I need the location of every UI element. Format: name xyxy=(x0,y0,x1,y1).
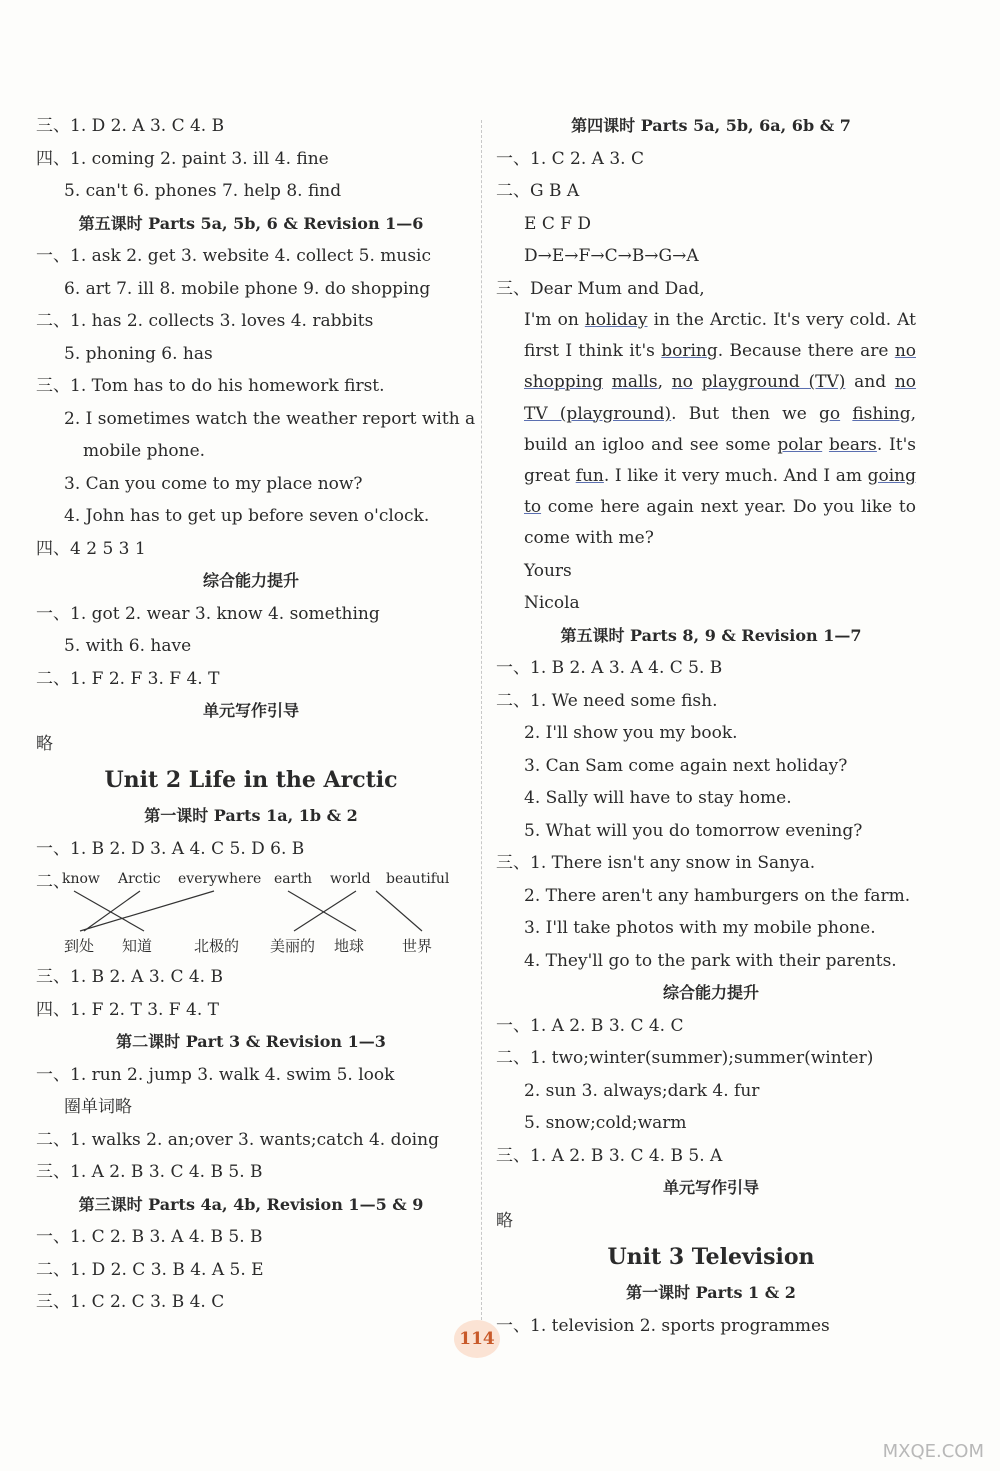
letter-text: , build an igloo and see some xyxy=(524,403,917,455)
answer-line: Yours xyxy=(524,560,572,581)
section-heading: 第五课时 Parts 8, 9 & Revision 1—7 xyxy=(560,625,862,645)
filled-blank: no xyxy=(671,372,693,393)
letter-text: . But then we xyxy=(671,403,819,424)
filled-blank: go xyxy=(819,403,841,424)
letter-text: . I like it very much. And I am xyxy=(603,466,868,487)
answer-line: 二、1. has 2. collects 3. loves 4. rabbits xyxy=(36,311,374,331)
answer-line: 5. phoning 6. has xyxy=(64,343,213,364)
answer-line: 6. art 7. ill 8. mobile phone 9. do shopping xyxy=(64,278,431,299)
filled-blank: polar xyxy=(777,434,823,455)
answer-line: 略 xyxy=(496,1210,513,1231)
match-line xyxy=(74,891,144,931)
unit-title: Unit 3 Television xyxy=(607,1244,815,1271)
filled-blank: playground (TV) xyxy=(701,372,846,393)
answer-line: 4. They'll go to the park with their parents. xyxy=(524,950,897,971)
match-word: earth xyxy=(274,871,312,887)
answer-line: D→E→F→C→B→G→A xyxy=(524,246,699,266)
answer-line: 3. I'll take photos with my mobile phone. xyxy=(524,918,876,939)
match-meaning: 到处 xyxy=(64,937,95,955)
filled-blank: boring xyxy=(661,341,718,362)
letter-text xyxy=(822,435,829,455)
answer-line: mobile phone. xyxy=(83,441,206,461)
match-meaning: 北极的 xyxy=(194,937,240,955)
answer-line: 三、1. Tom has to do his homework first. xyxy=(36,376,385,396)
match-line xyxy=(80,891,214,931)
section-heading: 单元写作引导 xyxy=(202,701,299,720)
match-word: everywhere xyxy=(178,871,262,887)
letter-text: . Because there are xyxy=(717,341,895,362)
filled-blank: bears xyxy=(828,434,877,455)
answer-line: 二、1. walks 2. an;over 3. wants;catch 4. doing xyxy=(36,1129,439,1150)
answer-line: 3. Can Sam come again next holiday? xyxy=(524,755,848,776)
letter-text: come here again next year. Do you like to come with me? xyxy=(524,497,916,549)
filled-blank: shopping xyxy=(524,372,603,393)
letter-text: . It's great xyxy=(524,434,916,487)
answer-line: 三、1. A 2. B 3. C 4. B 5. A xyxy=(496,1145,723,1166)
answer-line: 四、1. coming 2. paint 3. ill 4. fine xyxy=(36,148,329,169)
section-heading: 单元写作引导 xyxy=(662,1178,759,1198)
match-meaning: 美丽的 xyxy=(270,937,316,955)
match-word: beautiful xyxy=(386,871,450,887)
section-heading: 第五课时 Parts 5a, 5b, 6 & Revision 1—6 xyxy=(78,213,424,233)
filled-blank: fishing xyxy=(852,403,911,424)
answer-line: 一、1. B 2. A 3. A 4. C 5. B xyxy=(496,658,723,679)
page-number: 114 xyxy=(454,1320,500,1358)
answer-line: 一、1. C 2. B 3. A 4. B 5. B xyxy=(36,1227,263,1247)
answer-line: 一、1. B 2. D 3. A 4. C 5. D 6. B xyxy=(36,838,305,859)
answer-line: 一、1. got 2. wear 3. know 4. something xyxy=(36,603,380,624)
match-line xyxy=(84,891,140,931)
answer-line: 2. sun 3. always;dark 4. fur xyxy=(524,1080,760,1101)
right-after xyxy=(496,555,926,1343)
match-meaning: 知道 xyxy=(122,937,153,955)
letter-text xyxy=(603,372,612,392)
answer-line: 2. I sometimes watch the weather report with a xyxy=(64,408,476,429)
answer-line: 三、1. B 2. A 3. C 4. B xyxy=(36,967,223,987)
answer-line: 2. I'll show you my book. xyxy=(524,723,738,744)
letter-text: , xyxy=(657,372,672,393)
filled-blank: no xyxy=(894,372,917,393)
filled-blank: TV (playground) xyxy=(524,403,672,424)
column-divider xyxy=(481,120,483,1335)
answer-line: 一、1. C 2. A 3. C xyxy=(496,148,644,169)
section-heading: 综合能力提升 xyxy=(662,983,759,1003)
watermark-text: MXQE.COM xyxy=(882,1441,984,1462)
answer-line: 略 xyxy=(36,733,53,754)
answer-line: 二、1. two;winter(summer);summer(winter) xyxy=(496,1048,874,1069)
answer-line: 二、1. F 2. F 3. F 4. T xyxy=(36,668,220,689)
matching-exercise xyxy=(36,865,466,961)
filled-blank: holiday xyxy=(584,310,648,330)
filled-blank: going to xyxy=(524,466,916,518)
answer-line: 四、1. F 2. T 3. F 4. T xyxy=(36,999,219,1020)
section-heading: 综合能力提升 xyxy=(202,571,299,590)
answer-line: 5. snow;cold;warm xyxy=(524,1113,687,1134)
answer-line: 三、Dear Mum and Dad, xyxy=(496,278,705,299)
watermark xyxy=(800,1390,990,1470)
answer-line: 三、1. A 2. B 3. C 4. B 5. B xyxy=(36,1162,263,1182)
matching-lines xyxy=(36,865,466,961)
letter-text: and xyxy=(845,372,895,393)
answer-line: 2. There aren't any hamburgers on the farm. xyxy=(524,885,911,906)
answer-line: 4. Sally will have to stay home. xyxy=(524,788,792,809)
answer-line: 三、1. C 2. C 3. B 4. C xyxy=(36,1292,225,1312)
answer-line: 一、1. run 2. jump 3. walk 4. swim 5. look xyxy=(36,1064,395,1085)
answer-line: E C F D xyxy=(524,213,592,234)
section-heading: 第一课时 Parts 1 & 2 xyxy=(626,1283,796,1303)
answer-line: 一、1. television 2. sports programmes xyxy=(496,1315,830,1336)
right-before xyxy=(496,110,926,305)
answer-line: 5. What will you do tomorrow evening? xyxy=(524,820,863,841)
match-meaning: 世界 xyxy=(402,937,433,955)
answer-line: 四、4 2 5 3 1 xyxy=(36,538,146,559)
section-heading: 第三课时 Parts 4a, 4b, Revision 1—5 & 9 xyxy=(78,1194,424,1214)
right-column xyxy=(496,110,926,1342)
answer-line: 一、1. A 2. B 3. C 4. C xyxy=(496,1015,684,1036)
match-line xyxy=(376,891,422,931)
letter-text: I'm on xyxy=(524,310,585,330)
unit-title: Unit 2 Life in the Arctic xyxy=(104,767,398,793)
answer-line: 一、1. ask 2. get 3. website 4. collect 5. music xyxy=(36,246,432,266)
match-word: Arctic xyxy=(118,871,161,887)
match-word: world xyxy=(330,871,371,887)
letter-text xyxy=(693,372,702,392)
section-heading: 第二课时 Part 3 & Revision 1—3 xyxy=(116,1032,386,1051)
filled-blank: malls xyxy=(611,372,658,393)
matching-label: 二、 xyxy=(36,872,70,892)
letter-body xyxy=(496,305,916,555)
left-column xyxy=(36,110,476,1319)
section-heading: 第一课时 Parts 1a, 1b & 2 xyxy=(144,806,358,825)
match-word: know xyxy=(62,871,100,887)
answer-line: 二、1. We need some fish. xyxy=(496,690,718,711)
letter-text xyxy=(840,404,852,424)
filled-blank: fun xyxy=(575,466,604,487)
answer-line: 二、G B A xyxy=(496,181,580,201)
answer-line: 三、1. D 2. A 3. C 4. B xyxy=(36,116,225,136)
match-meaning: 地球 xyxy=(334,937,365,955)
answer-line: 5. with 6. have xyxy=(64,636,192,656)
answer-line: 5. can't 6. phones 7. help 8. find xyxy=(64,181,342,201)
answer-line: 三、1. There isn't any snow in Sanya. xyxy=(496,853,816,874)
answer-line: 4. John has to get up before seven o'clock. xyxy=(64,506,430,526)
filled-blank: no xyxy=(894,341,916,362)
answer-line: 3. Can you come to my place now? xyxy=(64,473,363,494)
answer-line: 圈单词略 xyxy=(64,1097,132,1117)
answer-line: 二、1. D 2. C 3. B 4. A 5. E xyxy=(36,1259,264,1280)
letter-text: in the Arctic. It's very cold. At first I think it's xyxy=(524,310,916,362)
section-heading: 第四课时 Parts 5a, 5b, 6a, 6b & 7 xyxy=(571,116,851,135)
answer-line: Nicola xyxy=(524,593,580,614)
